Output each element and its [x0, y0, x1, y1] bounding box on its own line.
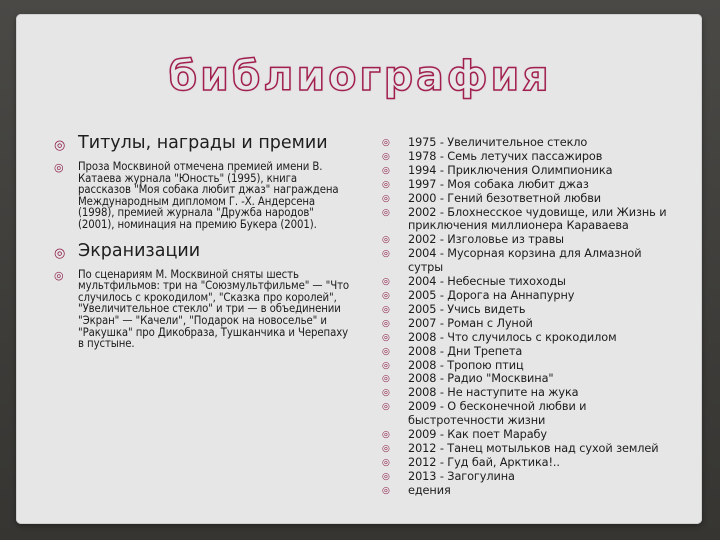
bibliography-item-text: 2009 - Как поет Марабу — [408, 428, 548, 442]
bibliography-item — [374, 192, 672, 206]
target-bullet-icon: ◎ — [382, 235, 390, 246]
bibliography-item — [374, 275, 672, 289]
target-bullet-icon: ◎ — [382, 304, 390, 315]
bibliography-item — [374, 345, 672, 359]
bibliography-list — [374, 136, 672, 498]
bibliography-item-text: 2000 - Гений безответной любви — [408, 191, 602, 205]
list-item-awards-text — [48, 161, 350, 231]
target-bullet-icon: ◎ — [382, 430, 390, 441]
bibliography-item — [374, 178, 672, 192]
slide-title: библиография — [168, 52, 552, 100]
list-item-screen-heading — [48, 241, 350, 262]
bibliography-item — [374, 233, 672, 247]
target-bullet-icon: ◎ — [382, 457, 390, 468]
target-bullet-icon: ◎ — [382, 290, 390, 301]
list-item-titles-heading — [48, 133, 350, 154]
bibliography-item-text: 1978 - Семь летучих пассажиров — [408, 149, 603, 163]
adaptations-paragraph: По сценариям М. Москвиной сняты шесть мультфильмов: три на "Союзмультфильме" — "Что случилось с крокодилом", "Сказка про королей", "Увеличительное стекло" и три — в объединении "Экран" — "Качели", "Подарок на новоселье" и "Ракушка" про Дикобраза, Тушканчика и Черепаху в пустыне. — [78, 267, 349, 351]
bibliography-item — [374, 372, 672, 386]
bibliography-item-text: 2005 - Учись видеть — [408, 302, 526, 316]
bibliography-item-text: 2013 - Загогулина — [408, 469, 515, 483]
bibliography-item-text: 1994 - Приключения Олимпионика — [408, 163, 613, 177]
bibliography-item — [374, 303, 672, 317]
bibliography-item — [374, 386, 672, 400]
bibliography-item — [374, 317, 672, 331]
bibliography-item — [374, 289, 672, 303]
target-bullet-icon: ◎ — [54, 245, 66, 261]
section-heading-awards: Титулы, награды и премии — [78, 133, 328, 153]
bibliography-item-text: 2004 - Мусорная корзина для Алмазной сутры — [408, 247, 642, 275]
target-bullet-icon: ◎ — [382, 193, 390, 204]
left-column — [48, 133, 350, 360]
bibliography-item — [374, 247, 672, 275]
bibliography-item-text: 2012 - Танец мотыльков над сухой землей — [408, 441, 659, 455]
target-bullet-icon: ◎ — [382, 360, 390, 371]
target-bullet-icon: ◎ — [382, 318, 390, 329]
target-bullet-icon: ◎ — [382, 402, 390, 413]
bibliography-item — [374, 164, 672, 178]
right-column — [374, 136, 672, 498]
bibliography-item-text: едения — [408, 483, 451, 497]
list-item-screen-text — [48, 269, 350, 350]
target-bullet-icon: ◎ — [382, 332, 390, 343]
bibliography-item-text: 2004 - Небесные тихоходы — [408, 275, 566, 289]
bibliography-item-text: 2012 - Гуд бай, Арктика!.. — [408, 455, 560, 469]
bibliography-item-text: 2002 - Блохнесское чудовище, или Жизнь и приключения миллионера Караваева — [408, 205, 667, 233]
bibliography-item-text: 2002 - Изголовье из травы — [408, 233, 564, 247]
target-bullet-icon: ◎ — [382, 374, 390, 385]
bibliography-item — [374, 150, 672, 164]
left-list — [48, 133, 350, 350]
target-bullet-icon: ◎ — [382, 471, 390, 482]
bibliography-item-text: 2008 - Радио "Москвина" — [408, 372, 554, 386]
awards-paragraph: Проза Москвиной отмечена премией имени В. Катаева журнала "Юность" (1995), книга рассказов "Моя собака любит джаз" награждена Международным дипломом Г. -Х. Андерсена (1998), премией журнала "Дружба народов" (2001), номинация на премию Букера (2001). — [78, 160, 339, 231]
target-bullet-icon: ◎ — [382, 485, 390, 496]
bibliography-item — [374, 331, 672, 345]
bibliography-item-text: 1975 - Увеличительное стекло — [408, 136, 588, 149]
target-bullet-icon: ◎ — [382, 388, 390, 399]
bibliography-item-text: 2009 - О бесконечной любви и быстротечности жизни — [408, 400, 587, 428]
section-heading-adaptations: Экранизации — [78, 240, 201, 261]
target-bullet-icon: ◎ — [382, 346, 390, 357]
bibliography-item — [374, 470, 672, 484]
target-bullet-icon: ◎ — [382, 179, 390, 190]
bibliography-item — [374, 442, 672, 456]
target-bullet-icon: ◎ — [382, 165, 390, 176]
bibliography-item-text: 2005 - Дорога на Аннапурну — [408, 288, 575, 302]
bibliography-item — [374, 136, 672, 150]
bibliography-item — [374, 206, 672, 234]
target-bullet-icon: ◎ — [382, 138, 390, 148]
target-bullet-icon: ◎ — [54, 138, 66, 153]
target-bullet-icon: ◎ — [382, 207, 390, 218]
target-bullet-icon: ◎ — [54, 161, 64, 174]
bibliography-item-text: 2007 - Роман с Луной — [408, 316, 533, 330]
bibliography-item — [374, 456, 672, 470]
target-bullet-icon: ◎ — [382, 249, 390, 260]
bibliography-item-text: 2008 - Дни Трепета — [408, 344, 523, 358]
bibliography-item — [374, 428, 672, 442]
bibliography-item — [374, 400, 672, 428]
target-bullet-icon: ◎ — [54, 268, 64, 282]
target-bullet-icon: ◎ — [382, 277, 390, 288]
target-bullet-icon: ◎ — [382, 151, 390, 162]
bibliography-item — [374, 359, 672, 373]
bibliography-item-text: 1997 - Моя собака любит джаз — [408, 177, 589, 191]
target-bullet-icon: ◎ — [382, 443, 390, 454]
bibliography-item-text: 2008 - Не наступите на жука — [408, 386, 579, 400]
bibliography-item-text: 2008 - Тропою птиц — [408, 358, 524, 372]
bibliography-item-text: 2008 - Что случилось с крокодилом — [408, 330, 617, 344]
bibliography-item — [374, 484, 672, 498]
